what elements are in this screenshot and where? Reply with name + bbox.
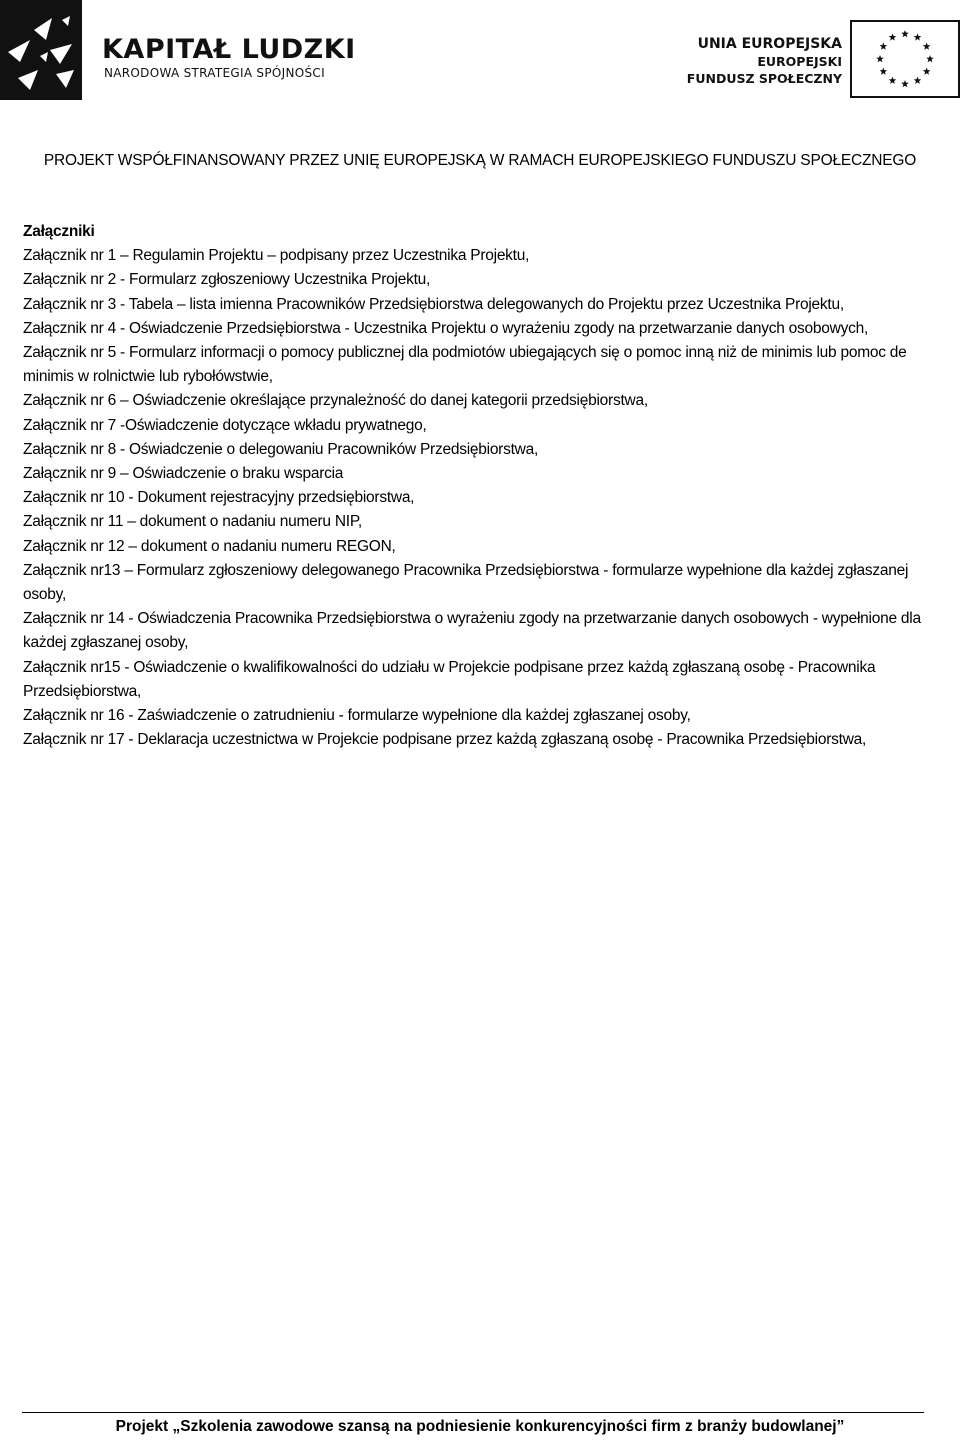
footer-rule xyxy=(22,1412,924,1413)
attachment-item: Załącznik nr 1 – Regulamin Projektu – podpisany przez Uczestnika Projektu, xyxy=(23,247,530,265)
attachment-item: Załącznik nr 2 - Formularz zgłoszeniowy Uczestnika Projektu, xyxy=(23,271,431,289)
attachment-item: Załącznik nr 5 - Formularz informacji o pomocy publicznej dla podmiotów ubiegających się o pomoc inną niż de minimis lub pomoc de minimis w rolnictwie lub rybołówstwie, xyxy=(23,344,907,386)
attachment-item: Załącznik nr 9 – Oświadczenie o braku wsparcia xyxy=(23,465,344,483)
attachment-item: Załącznik nr15 - Oświadczenie o kwalifikowalności do udziału w Projekcie podpisane przez każdą zgłaszaną osobę - Pracownika Przedsiębiorstwa, xyxy=(23,658,876,700)
project-header: PROJEKT WSPÓŁFINANSOWANY PRZEZ UNIĘ EUROPEJSKĄ W RAMACH EUROPEJSKIEGO FUNDUSZU SPOŁECZNEGO xyxy=(43,152,917,169)
kapital-ludzki-emblem-icon xyxy=(0,0,82,100)
attachment-item: Załącznik nr 14 - Oświadczenia Pracownika Przedsiębiorstwa o wyrażeniu zgody na przetwarzanie danych osobowych - wypełnione dla każdej zgłaszanej osoby, xyxy=(23,610,921,652)
eu-logo-line-1: UNIA EUROPEJSKA xyxy=(697,36,842,52)
kapital-ludzki-logo xyxy=(0,0,356,105)
attachments-section xyxy=(23,220,943,752)
eu-flag-icon xyxy=(850,20,960,98)
attachment-item: Załącznik nr 3 - Tabela – lista imienna Pracowników Przedsiębiorstwa delegowanych do Projektu przez Uczestnika Projektu, xyxy=(23,295,844,313)
attachment-item: Załącznik nr 16 - Zaświadczenie o zatrudnieniu - formularze wypełnione dla każdej zgłaszanej osoby, xyxy=(23,707,691,725)
eu-logo-line-3: FUNDUSZ SPOŁECZNY xyxy=(686,71,842,86)
attachment-item: Załącznik nr13 – Formularz zgłoszeniowy delegowanego Pracownika Przedsiębiorstwa - formularze wypełnione dla każdej zgłaszanej osoby, xyxy=(23,561,909,604)
attachment-item: Załącznik nr 11 – dokument o nadaniu numeru NIP, xyxy=(23,513,362,531)
attachments-list xyxy=(23,244,943,752)
attachment-item: Załącznik nr 4 - Oświadczenie Przedsiębiorstwa - Uczestnika Projektu o wyrażeniu zgody na przetwarzanie danych osobowych, xyxy=(23,319,869,337)
footer-text: Projekt „Szkolenia zawodowe szansą na podniesienie konkurencyjności firm z branży budowlanej” xyxy=(115,1418,845,1435)
kapital-ludzki-title: KAPITAŁ LUDZKI xyxy=(102,34,356,65)
eu-logo-text xyxy=(687,36,842,87)
attachment-item: Załącznik nr 8 - Oświadczenie o delegowaniu Pracowników Przedsiębiorstwa, xyxy=(23,440,539,458)
attachment-item: Załącznik nr 6 – Oświadczenie określające przynależność do danej kategorii przedsiębiorstwa, xyxy=(23,392,648,410)
attachment-item: Załącznik nr 17 - Deklaracja uczestnictwa w Projekcie podpisane przez każdą zgłaszaną osobę - Pracownika Przedsiębiorstwa, xyxy=(23,731,867,749)
attachment-item: Załącznik nr 12 – dokument o nadaniu numeru REGON, xyxy=(23,537,396,555)
attachments-heading: Załączniki xyxy=(23,223,95,240)
eu-logo xyxy=(686,20,960,105)
attachment-item: Załącznik nr 7 -Oświadczenie dotyczące wkładu prywatnego, xyxy=(23,416,427,434)
kapital-ludzki-subtitle: NARODOWA STRATEGIA SPÓJNOŚCI xyxy=(104,66,325,80)
attachment-item: Załącznik nr 10 - Dokument rejestracyjny przedsiębiorstwa, xyxy=(23,489,415,507)
eu-logo-line-2: EUROPEJSKI xyxy=(757,54,842,69)
header-logos xyxy=(0,0,960,110)
